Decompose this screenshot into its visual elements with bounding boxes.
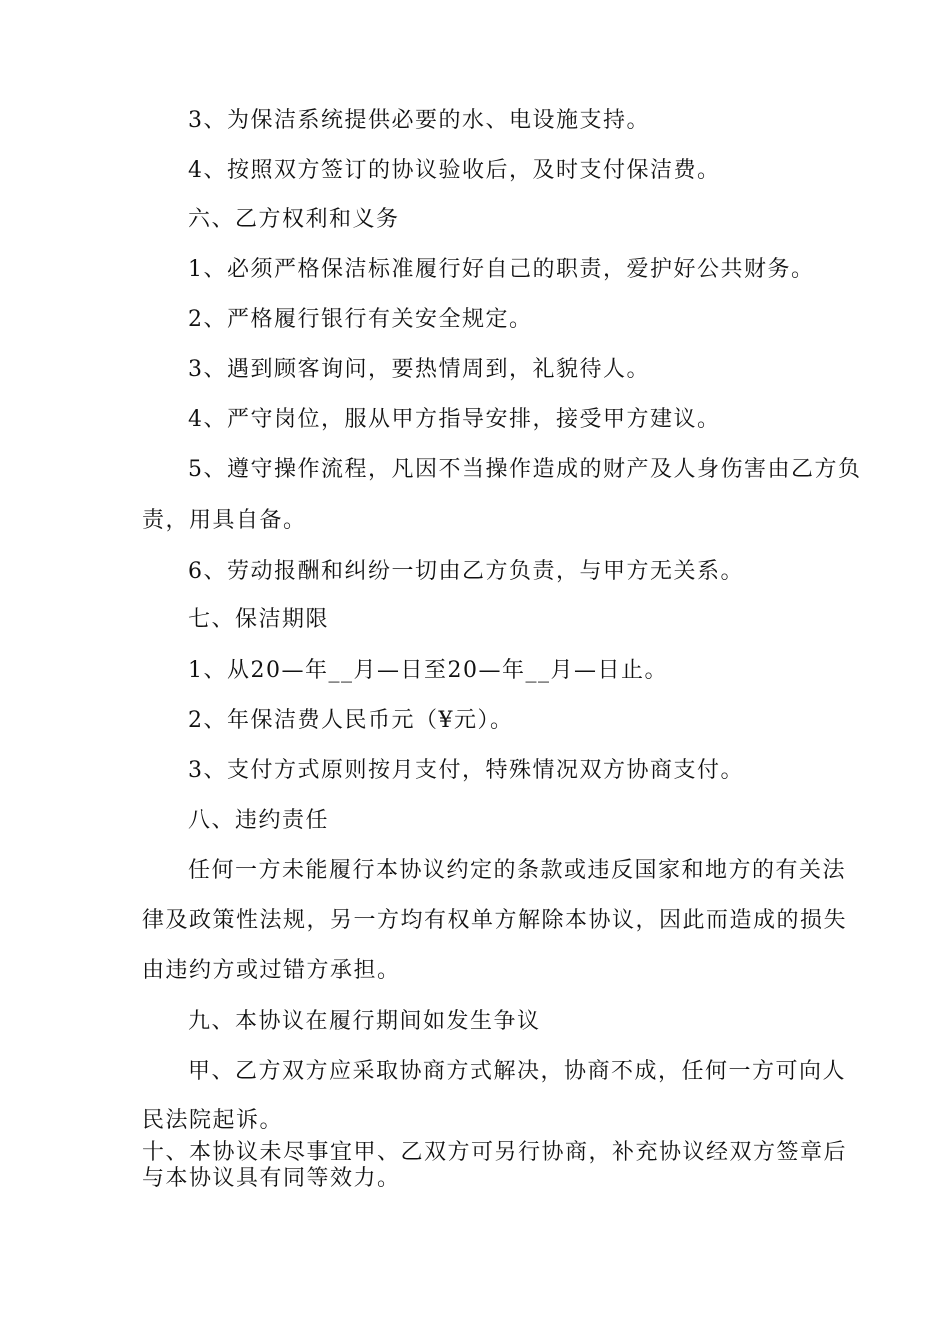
text-line: 4、严守岗位，服从甲方指导安排，接受甲方建议。: [188, 407, 721, 432]
text-line: 与本协议具有同等效力。: [142, 1166, 401, 1191]
section-heading: 七、保洁期限: [188, 607, 330, 632]
text-line: 1、从20—年__月—日至20—年__月—日止。: [188, 658, 668, 683]
text-line: 2、严格履行银行有关安全规定。: [188, 307, 533, 332]
text-line: 6、劳动报酬和纠纷一切由乙方负责，与甲方无关系。: [188, 559, 744, 584]
text-line: 1、必须严格保洁标准履行好自己的职责，爱护好公共财务。: [188, 257, 815, 282]
text-line: 由违约方或过错方承担。: [142, 958, 401, 983]
text-line: 甲、乙方双方应采取协商方式解决，协商不成，任何一方可向人: [188, 1059, 847, 1084]
text-line: 3、支付方式原则按月支付，特殊情况双方协商支付。: [188, 758, 744, 783]
text-line: 责，用具自备。: [142, 508, 307, 533]
section-heading: 六、乙方权利和义务: [188, 207, 400, 232]
text-line: 4、按照双方签订的协议验收后，及时支付保洁费。: [188, 158, 721, 183]
text-line: 5、遵守操作流程，凡因不当操作造成的财产及人身伤害由乙方负: [188, 457, 862, 482]
text-line: 2、年保洁费人民币元（¥元）。: [188, 708, 514, 733]
text-line: 任何一方未能履行本协议约定的条款或违反国家和地方的有关法: [188, 858, 847, 883]
text-line: 3、遇到顾客询问，要热情周到，礼貌待人。: [188, 357, 650, 382]
text-line: 律及政策性法规，另一方均有权单方解除本协议，因此而造成的损失: [142, 908, 848, 933]
section-heading: 八、违约责任: [188, 808, 330, 833]
section-heading: 九、本协议在履行期间如发生争议: [188, 1009, 541, 1034]
text-line: 十、本协议未尽事宜甲、乙双方可另行协商，补充协议经双方签章后: [142, 1140, 848, 1165]
text-line: 3、为保洁系统提供必要的水、电设施支持。: [188, 108, 650, 133]
text-line: 民法院起诉。: [142, 1108, 284, 1133]
